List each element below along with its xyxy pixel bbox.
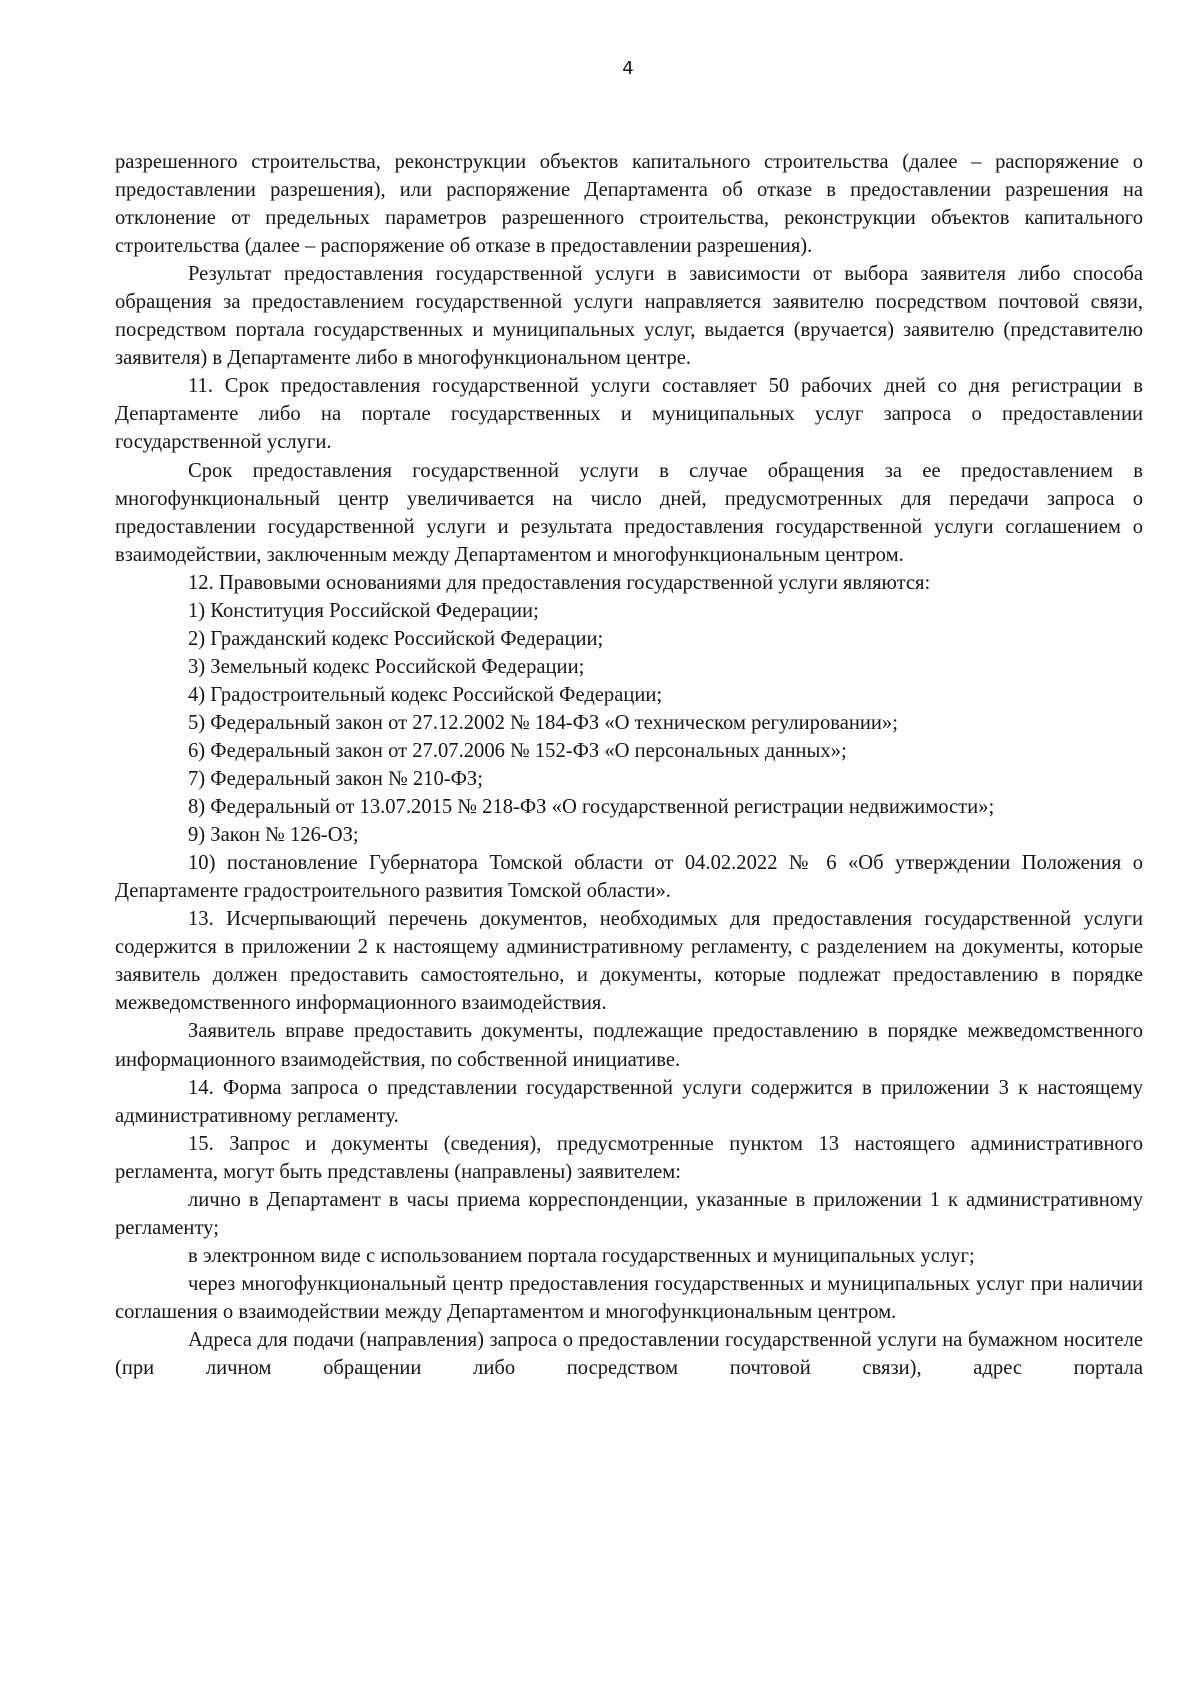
legal-basis-item: 4) Градостроительный кодекс Российской Федерации; [188,683,663,706]
paragraph-item-12-legal-basis: 12. Правовыми основаниями для предоставления государственной услуги являются: [188,571,931,594]
paragraph-item-14-request-form: 14. Форма запроса о представлении государственной услуги содержится в приложении 3 к настоящему административному регламенту. [115,1076,1143,1127]
legal-basis-item: 7) Федеральный закон № 210-ФЗ; [188,768,483,791]
document-body [115,148,1143,1382]
submission-method-in-person: лично в Департамент в часы приема корреспонденции, указанные в приложении 1 к административному регламенту; [115,1188,1143,1239]
paragraph-own-initiative: Заявитель вправе предоставить документы, подлежащие предоставлению в порядке межведомственного информационного взаимодействия, по собственной инициативе. [115,1020,1143,1071]
paragraph-result-delivery: Результат предоставления государственной услуги в зависимости от выбора заявителя либо способа обращения за предоставлением государственной услуги направляется заявителю посредством почтовой связи, посредством портала государственных и муниципальных услуг, выдается (вручается) заявителю (представителю заявителя) в Департаменте либо в многофункциональном центре. [115,263,1143,370]
submission-method-electronic: в электронном виде с использованием портала государственных и муниципальных услуг; [188,1244,975,1267]
legal-basis-item: 5) Федеральный закон от 27.12.2002 № 184-ФЗ «О техническом регулировании»; [188,711,898,734]
paragraph-item-15-submission: 15. Запрос и документы (сведения), предусмотренные пунктом 13 настоящего административного регламента, могут быть представлены (направлены) заявителем: [115,1132,1143,1183]
legal-basis-item: 3) Земельный кодекс Российской Федерации; [188,655,585,678]
paragraph-item-13-documents: 13. Исчерпывающий перечень документов, необходимых для предоставления государственной услуги содержится в приложении 2 к настоящему административному регламенту, с разделением на документы, которые заявитель должен предоставить самостоятельно, и документы, которые подлежат предоставлению в порядке межведомственного информационного взаимодействия. [115,908,1143,1015]
legal-basis-item: 1) Конституция Российской Федерации; [188,599,539,622]
legal-basis-item: 9) Закон № 126-ОЗ; [188,824,359,847]
page-number: 4 [622,58,634,79]
paragraph-result-description-continuation: разрешенного строительства, реконструкции объектов капитального строительства (далее – распоряжение о предоставлении разрешения), или распоряжение Департамента об отказе в предоставлении разрешения на отклонение от предельных параметров разрешенного строительства, реконструкции объектов капитального строительства (далее – распоряжение об отказе в предоставлении разрешения). [115,151,1143,258]
legal-basis-item: 10) постановление Губернатора Томской области от 04.02.2022 № 6 «Об утверждении Положения о Департаменте градостроительного развития Томской области». [115,852,1143,903]
submission-method-mfc: через многофункциональный центр предоставления государственных и муниципальных услуг при наличии соглашения о взаимодействии между Департаментом и многофункциональным центром. [115,1272,1143,1323]
legal-basis-item: 6) Федеральный закон от 27.07.2006 № 152-ФЗ «О персональных данных»; [188,739,847,762]
legal-basis-item: 2) Гражданский кодекс Российской Федерации; [188,627,604,650]
paragraph-addresses: Адреса для подачи (направления) запроса о предоставлении государственной услуги на бумажном носителе (при личном обращении либо посредством почтовой связи), адрес портала [115,1328,1143,1380]
paragraph-mfc-term: Срок предоставления государственной услуги в случае обращения за ее предоставлением в многофункциональный центр увеличивается на число дней, предусмотренных для передачи запроса о предоставлении государственной услуги и результата предоставления государственной услуги соглашением о взаимодействии, заключенным между Департаментом и многофункциональным центром. [115,459,1143,566]
paragraph-item-11-term: 11. Срок предоставления государственной услуги составляет 50 рабочих дней со дня регистрации в Департаменте либо на портале государственных и муниципальных услуг запроса о предоставлении государственной услуги. [115,375,1143,454]
legal-basis-item: 8) Федеральный от 13.07.2015 № 218-ФЗ «О государственной регистрации недвижимости»; [188,796,995,819]
